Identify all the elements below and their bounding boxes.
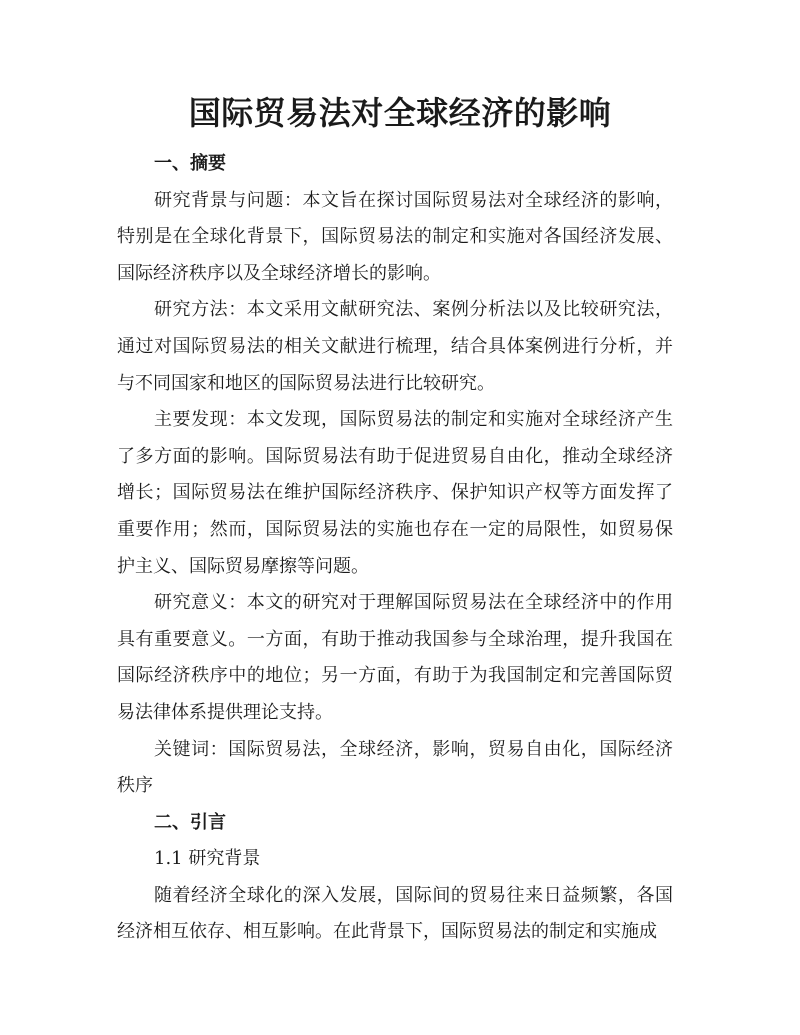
abstract-background-paragraph: 研究背景与问题：本文旨在探讨国际贸易法对全球经济的影响，特别是在全球化背景下，国际贸易法的制定和实施对各国经济发展、国际经济秩序以及全球经济增长的影响。 — [117, 189, 673, 284]
intro-paragraph: 随着经济全球化的深入发展，国际间的贸易往来日益频繁，各国经济相互依存、相互影响。在此背景下，国际贸易法的制定和实施成 — [117, 884, 673, 943]
section-1-1-heading: 1.1 研究背景 — [154, 848, 261, 870]
document-title: 国际贸易法对全球经济的影响 — [188, 94, 612, 132]
keywords-paragraph: 关键词：国际贸易法，全球经济，影响，贸易自由化，国际经济秩序 — [117, 738, 673, 797]
abstract-findings-paragraph: 主要发现：本文发现，国际贸易法的制定和实施对全球经济产生了多方面的影响。国际贸易法有助于促进贸易自由化，推动全球经济增长；国际贸易法在维护国际经济秩序、保护知识产权等方面发挥了重要作用；然而，国际贸易法的实施也存在一定的局限性，如贸易保护主义、国际贸易摩擦等问题。 — [117, 409, 673, 577]
document-body — [117, 146, 673, 951]
intro-heading: 二、引言 — [154, 811, 226, 833]
abstract-method-paragraph: 研究方法：本文采用文献研究法、案例分析法以及比较研究法，通过对国际贸易法的相关文献进行梳理，结合具体案例进行分析，并与不同国家和地区的国际贸易法进行比较研究。 — [117, 299, 673, 394]
abstract-significance-paragraph: 研究意义：本文的研究对于理解国际贸易法在全球经济中的作用具有重要意义。一方面，有助于推动我国参与全球治理，提升我国在国际经济秩序中的地位；另一方面，有助于为我国制定和完善国际贸易法律体系提供理论支持。 — [117, 592, 673, 723]
abstract-heading: 一、摘要 — [154, 153, 226, 174]
